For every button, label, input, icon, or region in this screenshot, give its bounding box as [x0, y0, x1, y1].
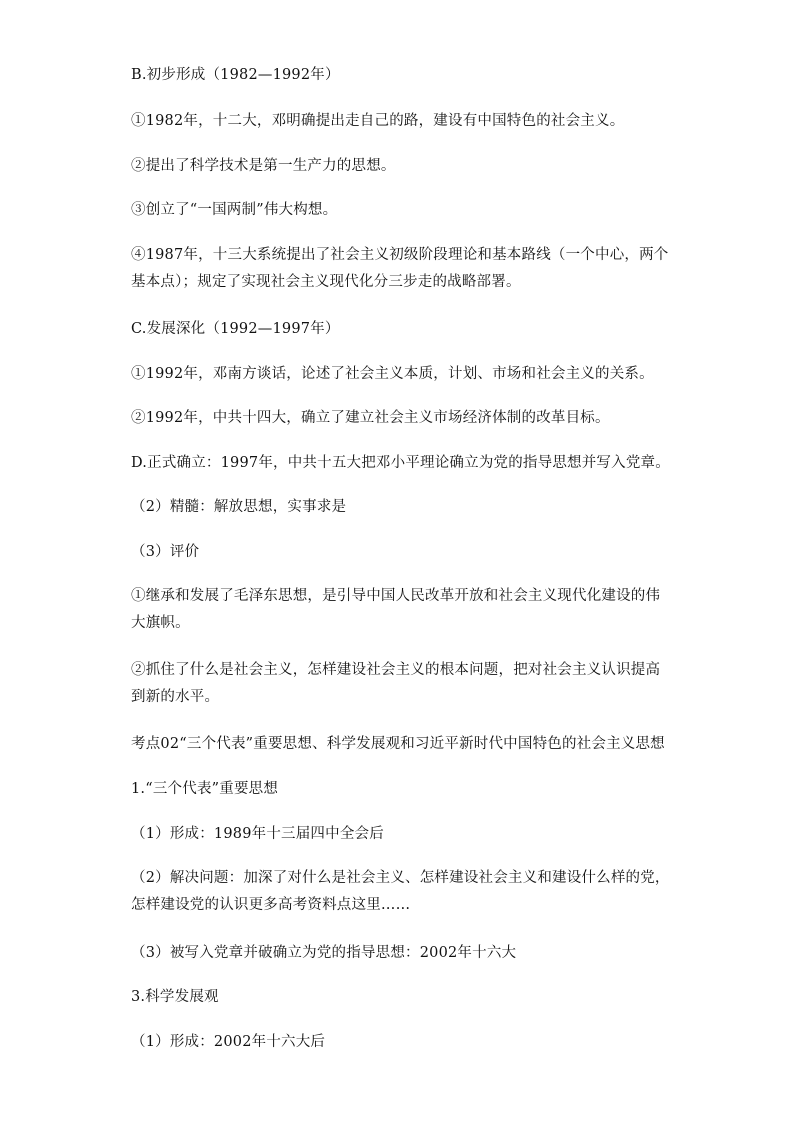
topic-02-heading: 考点02“三个代表”重要思想、科学发展观和习近平新时代中国特色的社会主义思想	[131, 736, 665, 752]
paragraph-c1: ①1992年，邓南方谈话，论述了社会主义本质，计划、市场和社会主义的关系。	[131, 366, 654, 382]
three-represents-adoption: （3）被写入党章并破确立为党的指导思想：2002年十六大	[131, 945, 517, 961]
paragraph-b4: ④1987年，十三大系统提出了社会主义初级阶段理论和基本路线（一个中心，两个基本点）；规定了实现社会主义现代化分三步走的战略部署。	[131, 247, 669, 290]
essence-item: （2）精髓：解放思想，实事求是	[131, 499, 347, 515]
evaluation-point-2: ②抓住了什么是社会主义，怎样建设社会主义的根本问题，把对社会主义认识提高到新的水平。	[131, 662, 661, 705]
three-represents-formation: （1）形成：1989年十三届四中全会后	[131, 826, 384, 842]
paragraph-b3: ③创立了“一国两制”伟大构想。	[131, 202, 338, 218]
paragraph-c2: ②1992年，中共十四大，确立了建立社会主义市场经济体制的改革目标。	[131, 410, 610, 426]
paragraph-d: D.正式确立：1997年，中共十五大把邓小平理论确立为党的指导思想并写入党章。	[131, 455, 670, 471]
paragraph-b1: ①1982年，十二大，邓明确提出走自己的路，建设有中国特色的社会主义。	[131, 113, 625, 129]
evaluation-heading: （3）评价	[131, 544, 200, 560]
three-represents-heading: 1.“三个代表”重要思想	[131, 781, 279, 797]
three-represents-problem: （2）解决问题：加深了对什么是社会主义、怎样建设社会主义和建设什么样的党，怎样建设党的认识更多高考资料点这里……	[131, 870, 670, 913]
evaluation-point-1: ①继承和发展了毛泽东思想，是引导中国人民改革开放和社会主义现代化建设的伟大旗帜。	[131, 588, 661, 631]
paragraph-b2: ②提出了科学技术是第一生产力的思想。	[131, 158, 396, 174]
scientific-development-heading: 3.科学发展观	[131, 989, 219, 1005]
subsection-b-heading: B.初步形成（1982—1992年）	[131, 67, 340, 83]
scientific-development-formation: （1）形成：2002年十六大后	[131, 1034, 326, 1050]
subsection-c-heading: C.发展深化（1992—1997年）	[131, 321, 340, 337]
